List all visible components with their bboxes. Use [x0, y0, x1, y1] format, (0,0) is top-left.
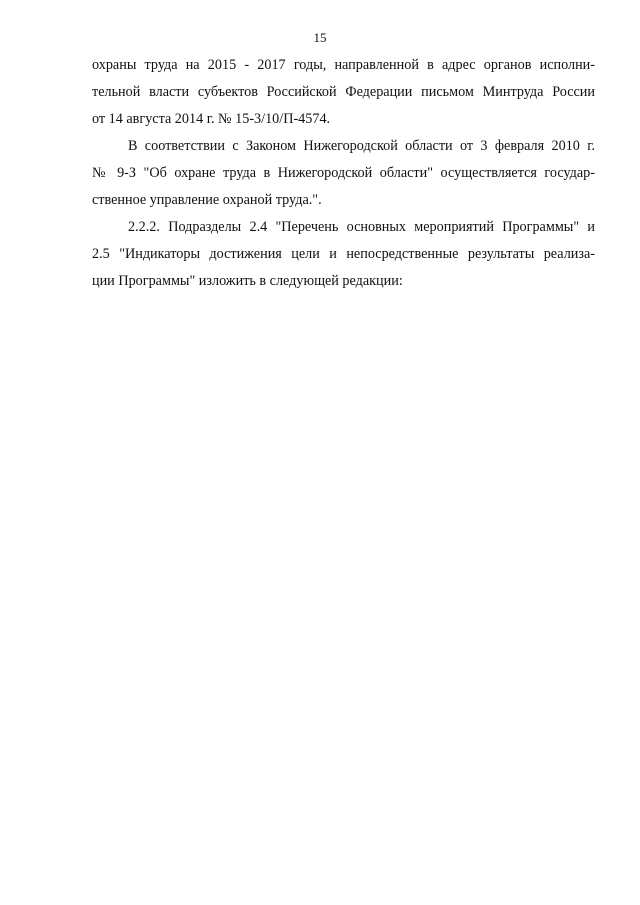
paragraph-line: от 14 августа 2014 г. № 15-3/10/П-4574.	[92, 111, 331, 127]
paragraph-line: ции Программы" изложить в следующей редакции:	[92, 273, 403, 289]
paragraph-line: № 9-З "Об охране труда в Нижегородской области" осуществляется государ-	[92, 165, 595, 181]
paragraph-line: 2.5 "Индикаторы достижения цели и непосредственные результаты реализа-	[92, 246, 595, 262]
paragraph-line: В соответствии с Законом Нижегородской области от 3 февраля 2010 г.	[128, 138, 595, 154]
paragraph-line: охраны труда на 2015 - 2017 годы, направленной в адрес органов исполни-	[92, 57, 595, 73]
page-number: 15	[313, 30, 327, 45]
paragraph-line: ственное управление охраной труда.".	[92, 192, 322, 208]
paragraph-line: 2.2.2. Подразделы 2.4 "Перечень основных мероприятий Программы" и	[128, 219, 595, 235]
paragraph-3	[92, 214, 595, 295]
paragraph-2	[92, 133, 595, 214]
document-body	[92, 52, 595, 295]
paragraph-line: тельной власти субъектов Российской Федерации письмом Минтруда России	[92, 84, 595, 100]
paragraph-1	[92, 52, 595, 133]
